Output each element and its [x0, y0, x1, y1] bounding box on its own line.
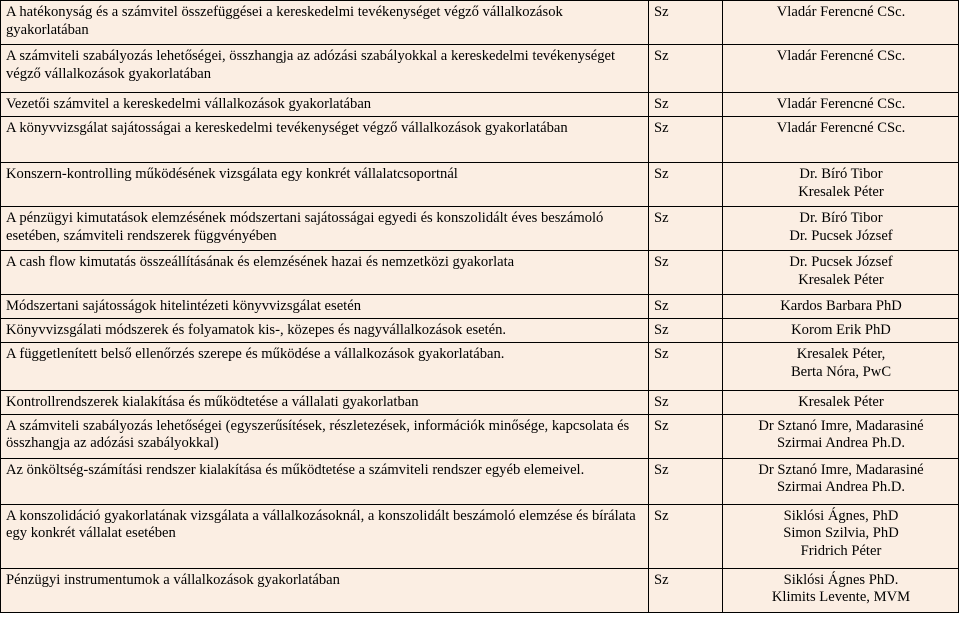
topic-supervisors	[723, 391, 959, 415]
supervisor-name: Siklósi Ágnes, PhD	[783, 507, 899, 524]
supervisor-name: Vladár Ferencné CSc.	[776, 96, 906, 112]
topic-supervisors	[723, 117, 959, 163]
topic-type: Sz	[649, 207, 723, 251]
table-row	[1, 117, 959, 163]
table-row	[1, 319, 959, 343]
supervisor-name: Dr. Bíró Tibor	[799, 210, 883, 226]
topic-supervisors	[723, 414, 959, 458]
table-row	[1, 391, 959, 415]
topic-title: A számviteli szabályozás lehetőségei, összhangja az adózási szabályokkal a kereskedelmi tevékenységet végző vállalkozások gyakorlatában	[1, 45, 649, 93]
topic-type: Sz	[649, 1, 723, 45]
topic-type: Sz	[649, 504, 723, 568]
supervisor-name: Dr Sztanó Imre, Madarasiné	[758, 461, 924, 478]
topic-title: Könyvvizsgálati módszerek és folyamatok kis-, közepes és nagyvállalkozások esetén.	[1, 319, 649, 343]
supervisor-name: Kardos Barbara PhD	[780, 298, 902, 314]
topic-supervisors	[723, 45, 959, 93]
topic-type: Sz	[649, 568, 723, 612]
supervisor-name: Dr. Pucsek József	[789, 227, 893, 244]
table-row	[1, 207, 959, 251]
supervisor-name: Vladár Ferencné CSc.	[776, 4, 906, 20]
supervisor-name: Kresalek Péter,	[796, 346, 886, 362]
supervisor-name: Kresalek Péter	[798, 183, 884, 200]
table-row	[1, 1, 959, 45]
supervisor-name: Szirmai Andrea Ph.D.	[776, 435, 906, 451]
topic-supervisors	[723, 458, 959, 504]
supervisor-name: Dr. Bíró Tibor	[799, 166, 883, 182]
topic-type: Sz	[649, 45, 723, 93]
topic-supervisors	[723, 1, 959, 45]
supervisor-name: Klimits Levente, MVM	[771, 589, 911, 605]
topic-title: Pénzügyi instrumentumok a vállalkozások gyakorlatában	[1, 568, 649, 612]
topic-title: Módszertani sajátosságok hitelintézeti könyvvizsgálat esetén	[1, 295, 649, 319]
topic-type: Sz	[649, 391, 723, 415]
topic-title: A konszolidáció gyakorlatának vizsgálata a vállalkozásoknál, a konszolidált beszámoló elemzése és bírálata egy konkrét vállalat esetében	[1, 504, 649, 568]
topic-supervisors	[723, 207, 959, 251]
table-row	[1, 414, 959, 458]
topic-supervisors	[723, 343, 959, 391]
supervisor-name: Dr. Pucsek József	[789, 254, 893, 270]
topic-title: Az önköltség-számítási rendszer kialakítása és működtetése a számviteli rendszer egyéb elemeivel.	[1, 458, 649, 504]
supervisor-name: Korom Erik PhD	[791, 322, 891, 338]
table-row	[1, 163, 959, 207]
topic-title: A számviteli szabályozás lehetőségei (egyszerűsítések, részletezések, információk minősége, kapcsolata és összhangja az adózási szabályokkal)	[1, 414, 649, 458]
topic-type: Sz	[649, 414, 723, 458]
table-row	[1, 568, 959, 612]
topic-title: Konszern-kontrolling működésének vizsgálata egy konkrét vállalatcsoportnál	[1, 163, 649, 207]
supervisor-name: Kresalek Péter	[798, 271, 884, 288]
topic-supervisors	[723, 295, 959, 319]
topic-type: Sz	[649, 251, 723, 295]
table-row	[1, 251, 959, 295]
topic-type: Sz	[649, 319, 723, 343]
supervisor-name: Kresalek Péter	[798, 394, 884, 410]
topic-supervisors	[723, 568, 959, 612]
supervisor-name: Siklósi Ágnes PhD.	[783, 571, 899, 588]
topic-type: Sz	[649, 343, 723, 391]
topic-title: A hatékonyság és a számvitel összefüggései a kereskedelmi tevékenységet végző vállalkozások gyakorlatában	[1, 1, 649, 45]
table-row	[1, 458, 959, 504]
topic-type: Sz	[649, 458, 723, 504]
supervisor-name: Simon Szilvia, PhD	[783, 525, 899, 541]
topic-title: A cash flow kimutatás összeállításának és elemzésének hazai és nemzetközi gyakorlata	[1, 251, 649, 295]
supervisor-name: Vladár Ferencné CSc.	[776, 120, 906, 136]
topic-title: A pénzügyi kimutatások elemzésének módszertani sajátosságai egyedi és konszolidált éves beszámoló esetében, számviteli rendszerek függvényében	[1, 207, 649, 251]
table-row	[1, 45, 959, 93]
table-row	[1, 295, 959, 319]
table-row	[1, 504, 959, 568]
supervisor-name: Dr Sztanó Imre, Madarasiné	[758, 417, 924, 434]
topic-type: Sz	[649, 163, 723, 207]
topic-supervisors	[723, 319, 959, 343]
topic-type: Sz	[649, 93, 723, 117]
topic-supervisors	[723, 251, 959, 295]
supervisor-name: Vladár Ferencné CSc.	[776, 48, 906, 64]
table-body	[1, 1, 959, 613]
topic-type: Sz	[649, 295, 723, 319]
supervisor-name: Szirmai Andrea Ph.D.	[776, 479, 906, 495]
topic-type: Sz	[649, 117, 723, 163]
topic-title: A könyvvizsgálat sajátosságai a kereskedelmi tevékenységet végző vállalkozások gyakorlatában	[1, 117, 649, 163]
topic-supervisors	[723, 163, 959, 207]
supervisor-name: Berta Nóra, PwC	[790, 363, 892, 380]
table-row	[1, 343, 959, 391]
topic-title: A függetlenített belső ellenőrzés szerepe és működése a vállalkozások gyakorlatában.	[1, 343, 649, 391]
topic-supervisors	[723, 93, 959, 117]
supervisor-name: Fridrich Péter	[800, 542, 882, 559]
topic-title: Vezetői számvitel a kereskedelmi vállalkozások gyakorlatában	[1, 93, 649, 117]
topic-supervisors	[723, 504, 959, 568]
table-row	[1, 93, 959, 117]
topic-title: Kontrollrendszerek kialakítása és működtetése a vállalati gyakorlatban	[1, 391, 649, 415]
